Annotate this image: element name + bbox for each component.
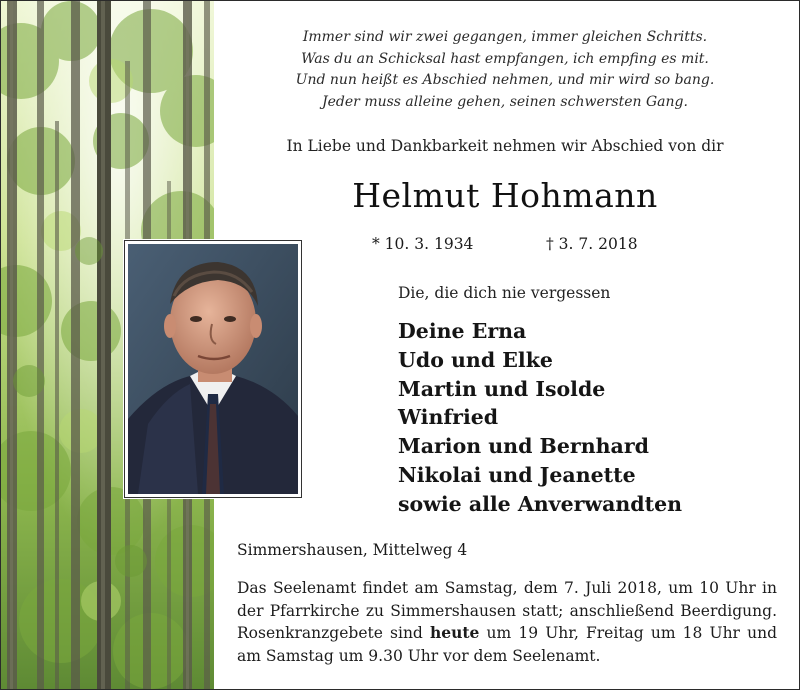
notice-emphasis: heute [429,623,480,642]
list-item: Marion und Bernhard [398,434,649,459]
list-item: Nikolai und Jeanette [398,462,636,487]
list-item: Martin und Isolde [398,376,606,401]
service-notice [237,577,777,667]
deceased-name: Helmut Hohmann [352,176,658,215]
remember-line: Die, die dich nie vergessen [398,284,611,302]
list-item: Deine Erna [398,319,527,343]
poem-line: Was du an Schicksal hast empfangen, ich empfing es mit. [301,50,709,67]
portrait-photo [124,240,302,498]
poem-line: Und nun heißt es Abschied nehmen, und mir wird so bang. [295,72,715,88]
list-item: Udo und Elke [398,347,553,372]
list-item: Winfried [398,405,499,430]
death-date: † 3. 7. 2018 [546,235,638,253]
address: Simmershausen, Mittelweg 4 [237,541,468,559]
list-item: sowie alle Anverwandten [398,491,683,516]
poem [216,27,794,113]
poem-line: Immer sind wir zwei gegangen, immer gleichen Schritts. [302,29,708,45]
intro-line: In Liebe und Dankbarkeit nehmen wir Abschied von dir [286,137,724,155]
mourners-list [398,317,682,519]
poem-line: Jeder muss alleine gehen, seinen schwersten Gang. [322,93,688,110]
birth-date: * 10. 3. 1934 [372,235,474,253]
notice-text: Das Seelenamt findet am Samstag, dem 7. Juli 2018, um 10 Uhr in der Pfarrkirche zu Simmershausen statt; anschließend Beerdigung. Rosenkranzgebete sind [237,579,777,642]
notice-text-end: um 19 Uhr, Freitag um 18 Uhr und am Samstag um 9.30 Uhr vor dem Seelenamt. [237,624,777,665]
